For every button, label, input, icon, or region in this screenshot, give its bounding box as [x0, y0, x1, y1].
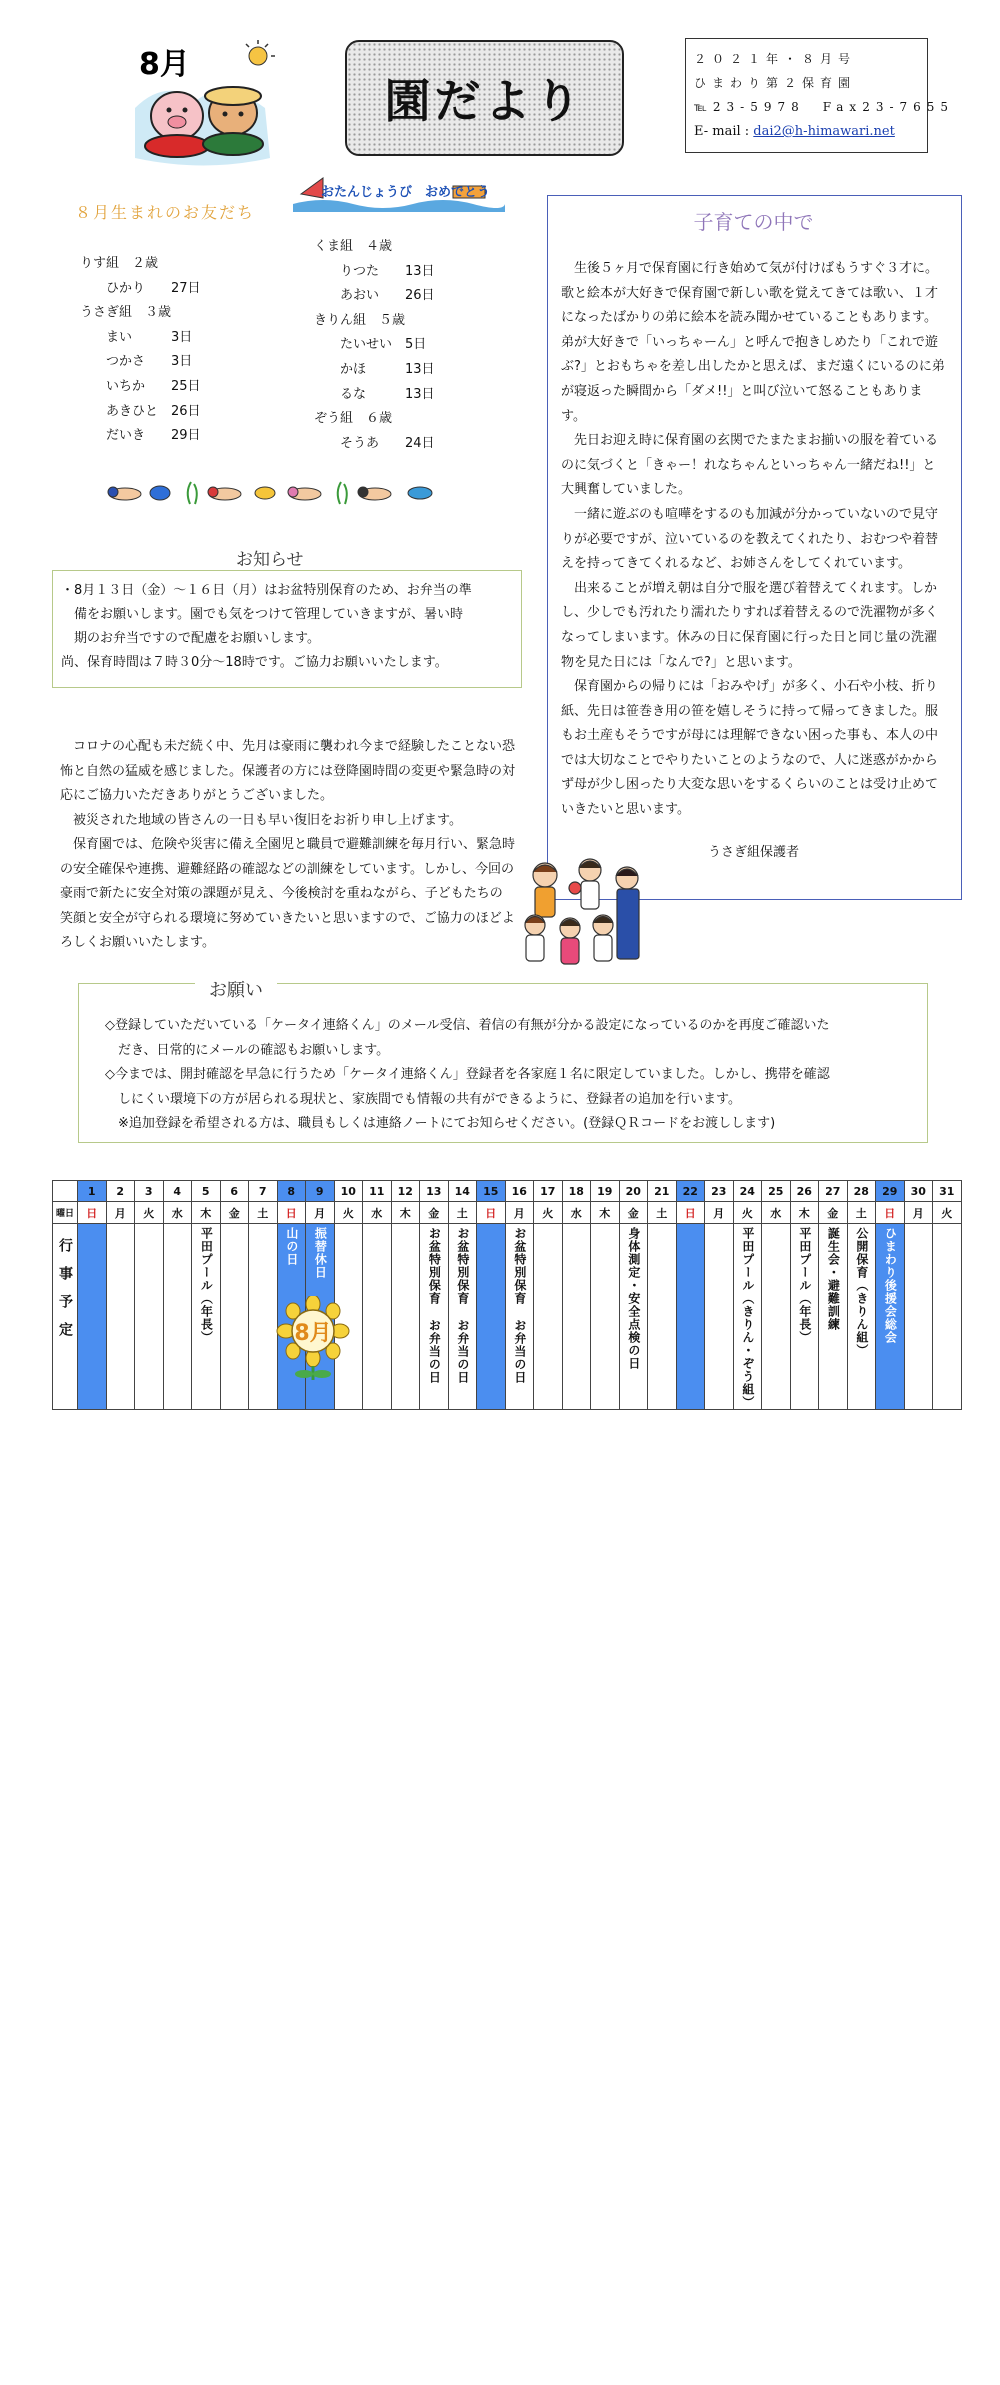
calendar-weekday-cell: 木 [591, 1202, 620, 1224]
calendar-weekday-cell: 日 [277, 1202, 306, 1224]
request-line: だき、日常的にメールの確認もお願いします。 [105, 1042, 390, 1058]
calendar-event-text: 身体測定・安全点検の日 [626, 1227, 641, 1370]
calendar-event-cell [106, 1224, 135, 1410]
calendar-date-cell: 11 [363, 1181, 392, 1202]
birthday-entry: だいき 29日 [80, 428, 201, 444]
calendar-weekday-cell: 月 [505, 1202, 534, 1224]
calendar-event-text: 公開保育（きりん組） [854, 1227, 869, 1357]
calendar-date-cell: 7 [249, 1181, 278, 1202]
calendar-date-cell: 4 [163, 1181, 192, 1202]
birthday-entry: ひかり 27日 [80, 280, 201, 296]
calendar-weekday-cell: 日 [876, 1202, 905, 1224]
calendar-event-cell [790, 1224, 819, 1410]
calendar-event-cell [220, 1224, 249, 1410]
event-calendar-table [52, 1180, 962, 1410]
calendar-date-cell: 31 [933, 1181, 962, 1202]
calendar-date-cell: 12 [391, 1181, 420, 1202]
essay-paragraph: 生後５ヶ月で保育園に行き始めて気が付けばもうすぐ３才に。歌と絵本が大好きで保育園で新しい歌を覚えてきては歌い、１才になったばかりの弟に絵本を読み聞かせていることもあります。弟が大好きで「いっちゃーん」と呼んで抱きしめたり「これで遊ぶ?」とおもちゃを差し出したかと思えば、まだ遠くにいるのに弟が寝返った瞬間から「ダメ!!」と叫び泣いて怒ることもあります。 [561, 261, 945, 424]
calendar-event-cell [705, 1224, 734, 1410]
bento-day-note: お弁当の日 [427, 1319, 442, 1384]
essay-signature: うさぎ組保護者 [707, 844, 799, 860]
birthday-entry: きりん組 ５歳 [314, 312, 406, 328]
calendar-weekday-cell: 木 [790, 1202, 819, 1224]
essay-paragraph: 出来ることが増え朝は自分で服を選び着替えてくれます。しかし、少しでも汚れたり濡れたりすれば着替えるので洗濯物が多くなってしまいます。休みの日に保育園に行った日と同じ量の洗濯物を見た日には「なんで?」と思います。 [561, 580, 939, 670]
calendar-date-cell: 6 [220, 1181, 249, 1202]
calendar-weekday-cell: 木 [391, 1202, 420, 1224]
calendar-weekday-cell: 月 [106, 1202, 135, 1224]
calendar-event-cell [904, 1224, 933, 1410]
essay-paragraph: 保育園からの帰りには「おみやげ」が多く、小石や小枝、折り紙、先日は笹巻き用の笹を嬉しそうに持って帰ってきました。服もお土産もそうですが母には理解できない困った事も、本人の中では大切なことでやりたいことのようなので、人に迷惑がかからず母が少し困ったり大変な思いをするくらいのことは受け止めていきたいと思います。 [561, 679, 939, 818]
calendar-event-cell [819, 1224, 848, 1410]
birthday-entry: あおい 26日 [314, 288, 435, 304]
notice-line: 備をお願いします。園でも気をつけて管理していきますが、暑い時 [61, 607, 463, 622]
calendar-weekday-cell: 土 [249, 1202, 278, 1224]
message-paragraph: コロナの心配も未だ続く中、先月は豪雨に襲われ今まで経験したことない恐怖と自然の猛威を感じました。保護者の方には登降園時間の変更や緊急時の対応にご協力いただきありがとうございました。 [60, 739, 516, 803]
message-paragraph: 保育園では、危険や災害に備え全園児と職員で避難訓練を毎月行い、緊急時の安全確保や連携、避難経路の確認などの訓練をしています。しかし、今回の豪雨で新たに安全対策の課題が見え、今後検討を重ねながら、子どもたちの笑顔と安全が守られる環境に努めていきたいと思いますので、ご協力のほどよろしくお願いいたします。 [60, 837, 516, 950]
events-label-cell [53, 1224, 78, 1410]
calendar-event-text: お盆特別保育 [455, 1227, 470, 1305]
calendar-weekday-cell: 水 [163, 1202, 192, 1224]
calendar-event-cell [933, 1224, 962, 1410]
calendar-weekday-row [53, 1202, 962, 1224]
calendar-date-cell: 25 [762, 1181, 791, 1202]
newsletter-title-box [345, 40, 624, 156]
notice-line: 尚、保育時間は７時３0分～18時です。ご協力お願いいたします。 [61, 655, 448, 670]
calendar-date-cell: 14 [448, 1181, 477, 1202]
notice-line: ・8月１３日（金）～１６日（月）はお盆特別保育のため、お弁当の準 [61, 583, 472, 598]
calendar-date-cell: 26 [790, 1181, 819, 1202]
birthday-entry: いちか 25日 [80, 378, 201, 394]
calendar-weekday-cell: 月 [705, 1202, 734, 1224]
message-paragraph: 被災された地域の皆さんの一日も早い復旧をお祈り申し上げます。 [73, 812, 462, 828]
calendar-event-cell [733, 1224, 762, 1410]
calendar-event-cell [391, 1224, 420, 1410]
calendar-date-cell: 23 [705, 1181, 734, 1202]
calendar-event-text: お盆特別保育 [427, 1227, 442, 1305]
parenting-essay-box [547, 195, 962, 900]
calendar-weekday-cell: 水 [562, 1202, 591, 1224]
calendar-date-cell: 9 [306, 1181, 335, 1202]
calendar-events-row [53, 1224, 962, 1410]
calendar-weekday-cell: 金 [619, 1202, 648, 1224]
bento-day-note: お弁当の日 [455, 1319, 470, 1384]
birthday-entry: りつた 13日 [314, 263, 435, 279]
email-line [694, 119, 927, 145]
notice-title: お知らせ [222, 545, 318, 570]
newsletter-title: 園だより [384, 74, 585, 128]
calendar-event-text: 振替休日 [313, 1227, 328, 1279]
phone-fax: ℡23-5978 Fax23-7655 [694, 100, 955, 114]
calendar-date-cell: 30 [904, 1181, 933, 1202]
calendar-date-cell: 24 [733, 1181, 762, 1202]
calendar-weekday-cell: 火 [933, 1202, 962, 1224]
calendar-event-cell [534, 1224, 563, 1410]
calendar-date-cell: 29 [876, 1181, 905, 1202]
birthday-section-title: ８月生まれのお友だち [75, 203, 256, 222]
calendar-date-cell: 1 [78, 1181, 107, 1202]
calendar-weekday-cell: 月 [306, 1202, 335, 1224]
birthday-entry: うさぎ組 ３歳 [80, 305, 172, 321]
nursery-name: ひまわり第２保育園 [694, 76, 857, 90]
calendar-event-text: 平田プール（年長） [199, 1227, 214, 1344]
calendar-weekday-cell: 火 [334, 1202, 363, 1224]
calendar-event-text: 平田プール（年長） [797, 1227, 812, 1344]
calendar-date-cell: 19 [591, 1181, 620, 1202]
calendar-date-row [53, 1181, 962, 1202]
calendar-event-cell [562, 1224, 591, 1410]
birthday-entry: まい 3日 [80, 329, 193, 345]
calendar-weekday-cell: 土 [448, 1202, 477, 1224]
birthday-entry: ぞう組 ６歳 [314, 411, 393, 427]
essay-title: 子育ての中で [693, 210, 814, 234]
calendar-date-cell: 20 [619, 1181, 648, 1202]
calendar-date-cell: 10 [334, 1181, 363, 1202]
calendar-weekday-cell: 金 [819, 1202, 848, 1224]
swimmers-divider-illustration [105, 480, 445, 506]
calendar-weekday-cell: 金 [420, 1202, 449, 1224]
essay-paragraph: 一緒に遊ぶのも喧嘩をするのも加減が分かっていないので見守りが必要ですが、泣いているのを教えてくれたり、おむつや着替えを持ってきてくれるなど、お姉さんをしてくれています。 [561, 506, 939, 572]
email-label: E- mail : [694, 124, 754, 139]
calendar-date-cell: 17 [534, 1181, 563, 1202]
director-message [60, 735, 515, 956]
birthday-entry: くま組 ４歳 [314, 239, 393, 254]
birthday-entry: かほ 13日 [314, 361, 435, 377]
calendar-event-cell [363, 1224, 392, 1410]
calendar-weekday-cell: 水 [363, 1202, 392, 1224]
birthday-entry: つかさ 3日 [80, 354, 193, 370]
calendar-date-cell: 28 [847, 1181, 876, 1202]
calendar-event-cell [676, 1224, 705, 1410]
calendar-weekday-cell: 土 [648, 1202, 677, 1224]
calendar-date-cell: 3 [135, 1181, 164, 1202]
birthday-list-left [80, 252, 201, 449]
email-link[interactable]: dai2@h-himawari.net [753, 124, 895, 139]
request-line: しにくい環境下の方が居られる現状と、家族間でも情報の共有ができるように、登録者の追加を行います。 [105, 1091, 741, 1107]
calendar-event-text: 誕生会・避難訓練 [826, 1227, 841, 1331]
calendar-event-text: 山の日 [284, 1227, 299, 1266]
sunflower-illustration [274, 1296, 352, 1380]
calendar-event-cell [420, 1224, 449, 1410]
calendar-event-cell [648, 1224, 677, 1410]
request-line: ※追加登録を希望される方は、職員もしくは連絡ノートにてお知らせください。(登録ＱＲコードをお渡しします) [105, 1116, 776, 1131]
calendar-weekday-cell: 金 [220, 1202, 249, 1224]
calendar-event-cell [505, 1224, 534, 1410]
calendar-date-cell: 21 [648, 1181, 677, 1202]
calendar-weekday-cell: 水 [762, 1202, 791, 1224]
event-calendar [52, 1180, 961, 2385]
birthday-entry: そうあ 24日 [314, 435, 435, 451]
calendar-event-cell [591, 1224, 620, 1410]
calendar-event-cell [477, 1224, 506, 1410]
birthday-entry: るな 13日 [314, 386, 435, 402]
calendar-event-cell [847, 1224, 876, 1410]
calendar-event-cell [762, 1224, 791, 1410]
calendar-event-cell [448, 1224, 477, 1410]
birthday-entry: りす組 ２歳 [80, 256, 159, 271]
calendar-weekday-cell: 日 [78, 1202, 107, 1224]
birthday-banner-illustration [293, 168, 505, 212]
calendar-date-cell: 22 [676, 1181, 705, 1202]
calendar-event-cell [876, 1224, 905, 1410]
calendar-event-cell [619, 1224, 648, 1410]
calendar-event-cell [163, 1224, 192, 1410]
request-title: お願い [195, 976, 277, 1002]
calendar-event-cell [192, 1224, 221, 1410]
request-box [78, 983, 928, 1143]
issue-label: ２０２１年・８月号 [694, 52, 857, 66]
calendar-date-cell: 13 [420, 1181, 449, 1202]
calendar-weekday-cell: 火 [534, 1202, 563, 1224]
request-line: ◇登録していただいている「ケータイ連絡くん」のメール受信、着信の有無が分かる設定になっているのかを再度ご確認いた [105, 1018, 830, 1033]
request-line: ◇今までは、開封確認を早急に行うため「ケータイ連絡くん」登録者を各家庭１名に限定していました。しかし、携帯を確認 [105, 1067, 830, 1082]
month-badge: 8月 [139, 47, 190, 82]
calendar-event-cell [78, 1224, 107, 1410]
calendar-weekday-cell: 火 [135, 1202, 164, 1224]
essay-paragraph: 先日お迎え時に保育園の玄関でたまたまお揃いの服を着ているのに気づくと「きゃー！れなちゃんといっちゃん一緒だね!!」と大興奮していました。 [561, 433, 939, 498]
calendar-event-text: 平田プール（きりん・ぞう組） [740, 1227, 755, 1409]
notice-line: 期のお弁当ですので配慮をお願いします。 [61, 631, 320, 646]
calendar-event-cell [135, 1224, 164, 1410]
calendar-weekday-cell: 日 [676, 1202, 705, 1224]
calendar-weekday-cell: 日 [477, 1202, 506, 1224]
calendar-weekday-cell: 火 [733, 1202, 762, 1224]
birthday-entry: あきひと 26日 [80, 403, 201, 419]
calendar-event-text: ひまわり後援会総会 [883, 1227, 898, 1344]
birthday-banner-text: おたんじょうび おめでとう [321, 185, 491, 200]
calendar-date-cell: 27 [819, 1181, 848, 1202]
birthday-entry: たいせい 5日 [314, 337, 427, 353]
calendar-weekday-cell: 月 [904, 1202, 933, 1224]
nursery-info-box [685, 38, 955, 153]
children-yukata-illustration [515, 850, 655, 975]
calendar-date-cell: 15 [477, 1181, 506, 1202]
calendar-date-cell: 2 [106, 1181, 135, 1202]
birthday-list-right [314, 235, 435, 456]
calendar-corner-cell [53, 1181, 78, 1202]
events-label: 行事予定 [57, 1238, 73, 1350]
calendar-weekday-cell: 木 [192, 1202, 221, 1224]
calendar-date-cell: 16 [505, 1181, 534, 1202]
summer-pig-dog-illustration [125, 38, 275, 173]
bento-day-note: お弁当の日 [512, 1319, 527, 1384]
calendar-date-cell: 5 [192, 1181, 221, 1202]
notice-box [52, 570, 522, 688]
calendar-event-text: お盆特別保育 [512, 1227, 527, 1305]
calendar-date-cell: 18 [562, 1181, 591, 1202]
sunflower-month: 8月 [294, 1321, 332, 1346]
calendar-weekday-cell: 土 [847, 1202, 876, 1224]
weekday-header: 曜日 [53, 1202, 78, 1224]
calendar-event-cell [249, 1224, 278, 1410]
calendar-date-cell: 8 [277, 1181, 306, 1202]
